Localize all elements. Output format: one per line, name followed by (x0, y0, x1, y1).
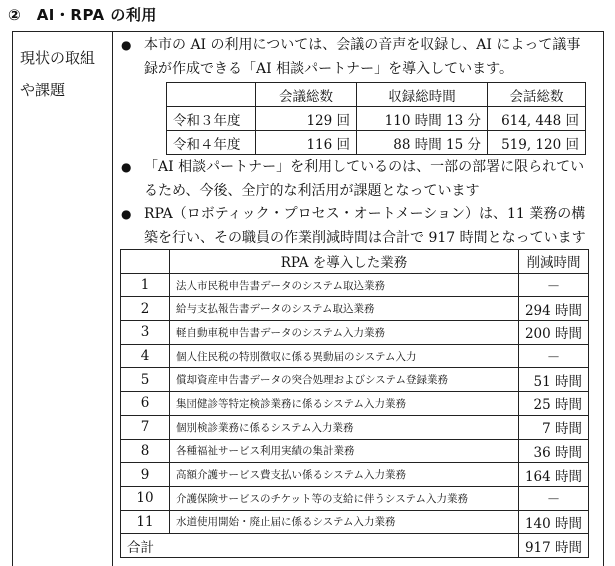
rpa-header-row (121, 250, 589, 274)
rpa-row (121, 368, 589, 392)
rpa-cell-number: 1 (121, 273, 170, 297)
rpa-cell-reduction: 7 時間 (518, 415, 588, 439)
rpa-header-reduction: 削減時間 (518, 250, 588, 274)
rpa-row (121, 392, 589, 416)
rpa-header-number (121, 250, 170, 274)
stats-row (167, 107, 586, 131)
rpa-cell-number: 9 (121, 463, 170, 487)
stats-header-blank (167, 83, 256, 107)
rpa-cell-reduction: 140 時間 (518, 510, 588, 534)
rpa-row (121, 439, 589, 463)
stats-cell-utterances: 519, 120 回 (488, 131, 586, 155)
rpa-header-task: RPA を導入した業務 (170, 250, 519, 274)
column-divider (112, 32, 113, 566)
stats-cell-recording-time: 110 時間 13 分 (357, 107, 488, 131)
bullet-2: ● (121, 160, 132, 174)
rpa-cell-task: 個別検診業務に係るシステム入力業務 (170, 415, 519, 439)
rpa-cell-number: 6 (121, 392, 170, 416)
rpa-row (121, 273, 589, 297)
rpa-row (121, 321, 589, 345)
stats-cell-recording-time: 88 時間 15 分 (357, 131, 488, 155)
rpa-cell-number: 7 (121, 415, 170, 439)
rpa-cell-number: 4 (121, 344, 170, 368)
rpa-cell-task: 個人住民税の特別徴収に係る異動届のシステム入力 (170, 344, 519, 368)
paragraph-1-line-2: 録が作成できる「AI 相談パートナー」を導入しています。 (144, 61, 513, 77)
stats-header-meetings: 会議総数 (256, 83, 357, 107)
rpa-cell-number: 10 (121, 486, 170, 510)
rpa-cell-task: 集団健診等特定検診業務に係るシステム入力業務 (170, 392, 519, 416)
rpa-table (120, 249, 589, 558)
rpa-cell-task: 軽自動車税申告書データのシステム入力業務 (170, 321, 519, 345)
rpa-row (121, 510, 589, 534)
rpa-cell-number: 11 (121, 510, 170, 534)
bullet-1: ● (121, 38, 132, 52)
rpa-row (121, 415, 589, 439)
rpa-cell-task: 給与支払報告書データのシステム取込業務 (170, 297, 519, 321)
stats-header-recording-time: 収録総時間 (357, 83, 488, 107)
rpa-total-row (121, 534, 589, 558)
rpa-cell-number: 8 (121, 439, 170, 463)
rpa-cell-reduction: 294 時間 (518, 297, 588, 321)
rpa-cell-reduction: 200 時間 (518, 321, 588, 345)
section-label: 現状の取組や課題 (20, 49, 96, 99)
paragraph-2-line-2: るため、今後、全庁的な利活用が課題となっています (144, 183, 480, 199)
rpa-cell-task: 償却資産申告書データの突合処理およびシステム登録業務 (170, 368, 519, 392)
paragraph-3-line-1: RPA（ロボティック・プロセス・オートメーション）は、11 業務の構 (144, 206, 586, 222)
paragraph-1-line-1: 本市の AI の利用については、会議の音声を収録し、AI によって議事 (144, 37, 581, 53)
rpa-cell-task: 法人市民税申告書データのシステム取込業務 (170, 273, 519, 297)
rpa-cell-reduction: 25 時間 (518, 392, 588, 416)
rpa-cell-reduction: － (518, 344, 588, 368)
stats-cell-year: 令和４年度 (167, 131, 256, 155)
stats-header-utterances: 会話総数 (488, 83, 586, 107)
paragraph-2-line-1: 「AI 相談パートナー」を利用しているのは、一部の部署に限られてい (144, 159, 585, 175)
bullet-3: ● (121, 207, 132, 221)
rpa-cell-reduction: 164 時間 (518, 463, 588, 487)
rpa-cell-number: 3 (121, 321, 170, 345)
rpa-cell-task: 各種福祉サービス利用実績の集計業務 (170, 439, 519, 463)
stats-cell-year: 令和３年度 (167, 107, 256, 131)
rpa-row (121, 297, 589, 321)
rpa-cell-task: 水道使用開始・廃止届に係るシステム入力業務 (170, 510, 519, 534)
rpa-cell-number: 5 (121, 368, 170, 392)
rpa-cell-number: 2 (121, 297, 170, 321)
stats-cell-meetings: 129 回 (256, 107, 357, 131)
rpa-cell-task: 高額介護サービス費支払い係るシステム入力業務 (170, 463, 519, 487)
rpa-cell-reduction: － (518, 273, 588, 297)
rpa-total-value: 917 時間 (518, 534, 588, 558)
rpa-total-label: 合計 (121, 534, 519, 558)
rpa-cell-reduction: 36 時間 (518, 439, 588, 463)
rpa-row (121, 463, 589, 487)
paragraph-3-line-2: 築を行い、その職員の作業削減時間は合計で 917 時間となっています (144, 230, 586, 246)
stats-row (167, 131, 586, 155)
stats-cell-utterances: 614, 448 回 (488, 107, 586, 131)
stats-table (166, 82, 586, 155)
rpa-cell-task: 介護保険サービスのチケット等の支給に伴うシステム入力業務 (170, 486, 519, 510)
rpa-cell-reduction: 51 時間 (518, 368, 588, 392)
rpa-row (121, 486, 589, 510)
stats-cell-meetings: 116 回 (256, 131, 357, 155)
rpa-row (121, 344, 589, 368)
stats-header-row (167, 83, 586, 107)
rpa-cell-reduction: － (518, 486, 588, 510)
section-heading: ② AI・RPA の利用 (8, 6, 157, 24)
